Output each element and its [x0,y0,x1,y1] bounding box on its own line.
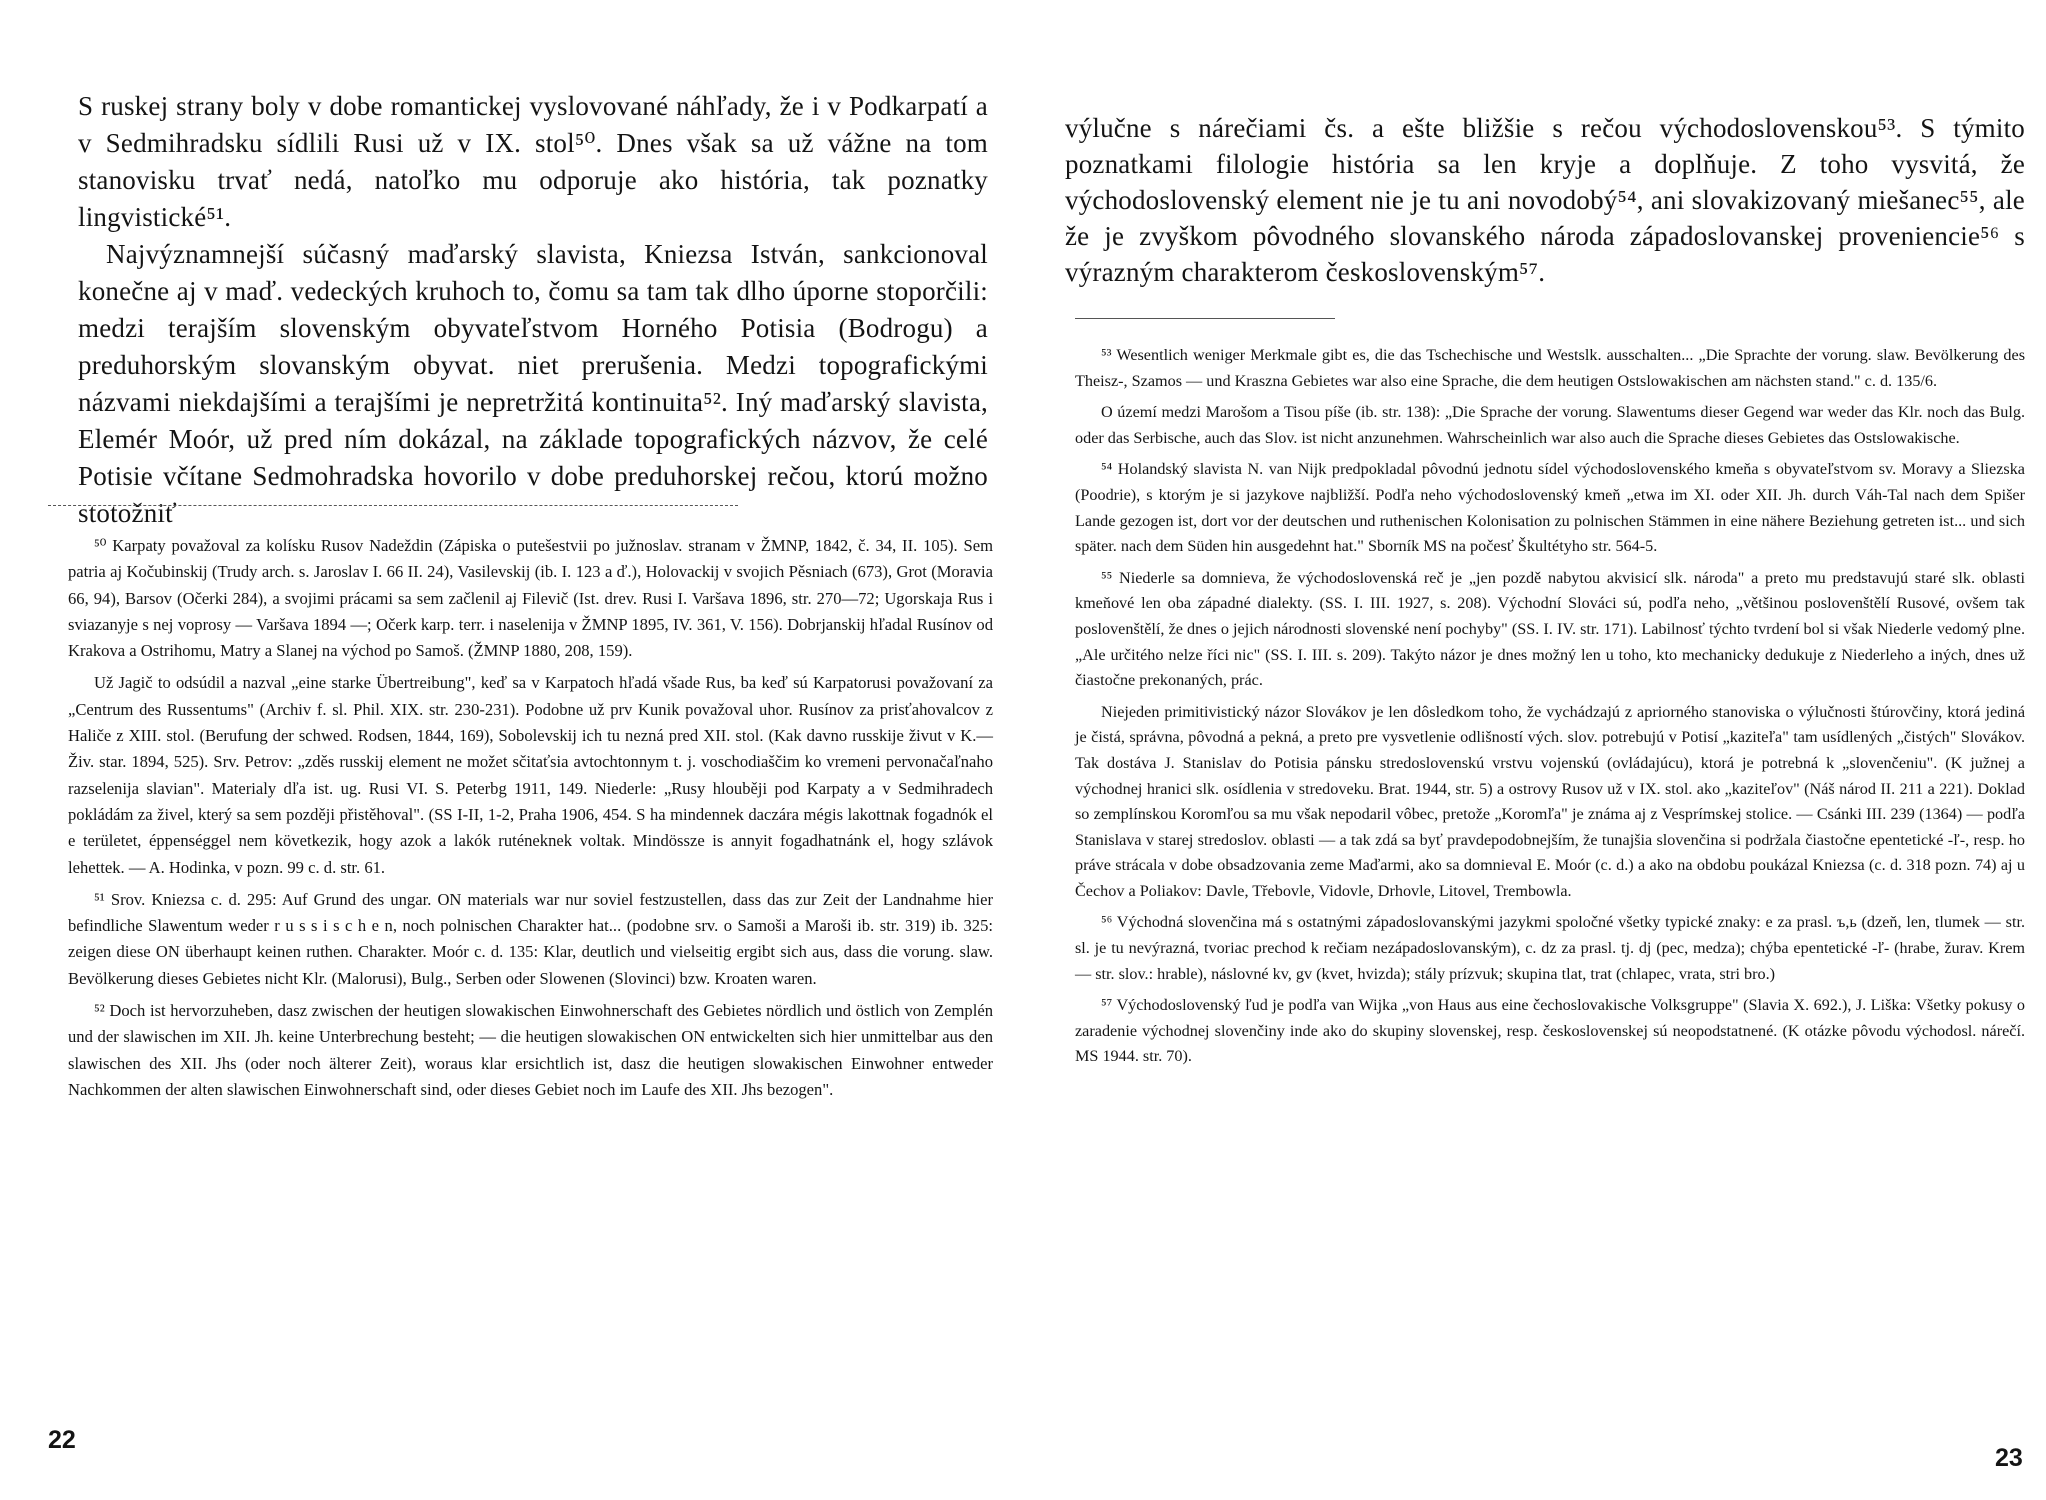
left-body-text [78,88,988,532]
footnote-56: ⁵⁶ Východná slovenčina má s ostatnými západoslovanskými jazykmi spoločné všetky typické znaky: e za prasl. ъ,ь (dzeň, len, tlumek — str. sl. je tu nevýrazná, tvoriac prechod k rečiam nezápadoslovanským), c. dz za prasl. tj. dj (pec, medza); chýba epentetické -ľ- (hrabe, žurav. Krem — str. slov.: hrable), náslovné kv, gv (kvet, hvizda); stály prízvuk; skupina tlat, trat (chlapec, vrata, stri bro.) [1075,913,2025,983]
right-paragraph-1: výlučne s nárečiami čs. a ešte bližšie s rečou východoslovenskou⁵³. S týmito poznatkami filologie história sa len kryje a doplňuje. Z toho vysvitá, že východoslovenský element nie je tu ani novodobý⁵⁴, ani slovakizovaný miešanec⁵⁵, ale že je zvyškom pôvodného slovanského národa západoslovanskej proveniencie⁵⁶ s výrazným charakterom československým⁵⁷. [1065,113,2025,287]
footnote-52: ⁵² Doch ist hervorzuheben, dasz zwischen der heutigen slowakischen Einwohnerschaft des Gebietes nördlich und östlich von Zemplén und der slawischen im XII. Jh. keine Unterbrechung besteht; — die heutigen slowakischen ON entwickelten sich hier unmittelbar aus den slawischen des XII. Jhs (oder noch älterer Zeit), woraus klar ersichtlich ist, dasz die heutigen slowakischen Einwohner entweder Nachkommen der alten slawischen Einwohnerschaft sind, oder dieses Gebiet noch im Laufe des XII. Jhs bezogen". [68,1001,993,1099]
right-body-text [1065,110,2025,290]
right-footnote-separator [1075,318,1335,319]
page-number-left: 22 [48,1426,76,1454]
page-number-right: 23 [1995,1444,2023,1472]
footnote-50-continued: Už Jagič to odsúdil a nazval „eine starke Übertreibung", keď sa v Karpatoch hľadá všade Rus, ba keď sú Karpatorusi považovaní za „Centrum des Russentums" (Archiv f. sl. Phil. XIX. str. 230-231). Podobne už prv Kunik považoval uhor. Rusínov za prisťahovalcov z Haliče z XIII. stol. (Berufung der schwed. Rodsen, 1844, 169), Sobolevskij ich tu nezná pred XII. stol. (Kak davno russkije živut v K.—Živ. star. 1894, 525). Srv. Petrov: „zděs russkij element ne možet sčitaťsia avtochtonnym t. j. voschodiaščim ko vremeni pervonačaľnaho razselenija slavian". Materialy dľa ist. ug. Rusi VI. S. Peterbg 1911, 149. Niederle: „Rusy hlouběji pod Karpaty a v Sedmihradech pokládám za živel, který sa sem později přistěhoval". (SS I-II, 1-2, Praha 1906, 454. S ha mindennek daczára mégis lakottnak fogadnók el e területet, éppenséggel nem következik, hogy azok a lakók ruténeknek voltak. Mindössze is annyit fogadhatnánk el, hogy szlávok lehettek. — A. Hodinka, v pozn. 99 c. d. str. 61. [68,673,993,877]
footnote-51: ⁵¹ Srov. Kniezsa c. d. 295: Auf Grund des ungar. ON materials war nur soviel festzustellen, dass das zur Zeit der Landnahme hier befindliche Slawentum weder r u s s i s c h e n, noch polnischen Charakter hat... (podobne srv. o Samoši a Maroši ib. str. 319) ib. 325: zeigen diese ON überhaupt keinen ruthen. Charakter. Moór c. d. 135: Klar, deutlich und vielseitig ergibt sich aus, dass die vorung. slaw. Bevölkerung dieses Gebietes nicht Klr. (Malorusi), Bulg., Serben oder Slowenen (Slovinci) bzw. Kroaten waren. [68,889,993,988]
footnote-54: ⁵⁴ Holandský slavista N. van Nijk predpokladal pôvodnú jednotu sídel východoslovenského kmeňa s obyvateľstvom sv. Moravy a Sliezska (Poodrie), s ktorým je si jazykove najbližší. Podľa neho východoslovenský kmeň „etwa im XI. oder XII. Jh. durch Váh-Tal nach dem Spišer Lande gezogen ist, dort vor der deutschen und ruthenischen Kolonisation zu polnischen Stämmen in eine nähere Beziehung getreten ist... und sich später. nach dem Süden hin ausgedehnt hat." Sborník MS na počesť Škultétyho str. 564-5. [1075,460,2025,556]
footnote-50: ⁵⁰ Karpaty považoval za kolísku Rusov Nadeždin (Zápiska o putešestvii po južnoslav. stranam v ŽMNP, 1842, č. 34, II. 105). Sem patria aj Kočubinskij (Trudy arch. s. Jaroslav I. 66 II. 24), Vasilevskij (ib. I. 123 a ď.), Holovackij v svojich Pěsniach (673), Grot (Moravia 66, 94), Barsov (Očerki 284), a svojimi prácami sa sem začlenil aj Filevič (Ist. drev. Rusi I. Varšava 1896, str. 270—72; Ugorskaja Rus i sviazanyje s nej voprosy — Varšava 1894 —; Očerk karp. terr. i naselenija v ŽMNP 1895, IV. 361, V. 156). Dobrjanskij hľadal Rusínov od Krakova a Ostrihomu, Matry a Slanej na východ po Samoš. (ŽMNP 1880, 208, 159). [68,536,993,661]
right-footnotes [1075,343,2025,1076]
left-paragraph-1: S ruskej strany boly v dobe romantickej vyslovované náhľady, že i v Podkarpatí a v Sedmihradsku sídlili Rusi už v IX. stol⁵⁰. Dnes však sa už vážne na tom stanovisku trvať nedá, natoľko mu odporuje ako história, tak poznatky lingvistické⁵¹. [78,91,988,232]
right-page [1023,0,2046,1500]
footnote-57: ⁵⁷ Východoslovenský ľud je podľa van Wijka „von Haus aus eine čechoslovakische Volksgruppe" (Slavia X. 692.), J. Liška: Všetky pokusy o zaradenie východnej slovenčiny inde ako do skupiny slovenskej, resp. československej sú neopodstatnené. (K otázke pôvodu východosl. nárečí. MS 1944. str. 70). [1075,996,2025,1066]
footnote-53-continued: O území medzi Marošom a Tisou píše (ib. str. 138): „Die Sprache der vorung. Slawentums dieser Gegend war weder das Klr. noch das Bulg. oder das Serbische, auch das Slov. ist nicht anzunehmen. Wahrscheinlich war also auch die Sprache dieses Gebietes das Ostslowakische. [1075,403,2025,447]
left-paragraph-2: Najvýznamnejší súčasný maďarský slavista, Kniezsa István, sankcionoval konečne aj v maď. vedeckých kruhoch to, čomu sa tam tak dlho úporne stoporčili: medzi terajším slovenským obyvateľstvom Horného Potisia (Bodrogu) a preduhorským slovanským obyvat. niet prerušenia. Medzi topografickými názvami niekdajšími a terajšími je nepretržitá kontinuita⁵². Iný maďarský slavista, Elemér Moór, už pred ním dokázal, na základe topografických názvov, že celé Potisie včítane Sedmohradska hovorilo v dobe preduhorskej rečou, ktorú možno stotožniť [78,239,988,528]
footnote-55-continued: Niejeden primitivistický názor Slovákov je len dôsledkom toho, že vychádzajú z apriorného stanoviska o výlučnosti štúrovčiny, ktorá jediná je čistá, správna, pôvodná a pekná, a preto pre vysvetlenie odlišností vých. slov. potrebujú v Potisí „kaziteľa" tam usídlených „čistých" Slovákov. Tak dostáva J. Stanislav do Potisia pánsku stredoslovenskú vrstvu vojenskú (ovládajúcu), ktorá je potrebná k „slovenčeniu". (K južnej a východnej hranici slk. osídlenia v stredoveku. Brat. 1944, str. 5) a ostrovy Rusov už v IX. stol. ako „kaziteľov" (Náš národ II. 211 a 221). Doklad so zemplínskou Koromľou sa mu však nepodaril vôbec, pretože „Koromľa" je známa aj z Vesprímskej stolice. — Csánki III. 239 (1364) — podľa Stanislava v starej stredoslov. oblasti — a tak zdá sa byť pravdepodobnejším, že tunajšia slovenčina si podržala čiastočne epentetické -ľ-, resp. ho práve strácala v dobe obsadzovania zeme Maďarmi, ako sa domnieval E. Moór (c. d.) a ako na obdobu poukázal Kniezsa (c. d. 318 pozn. 74) aj u Čechov a Poliakov: Davle, Třebovle, Vidovle, Drhovle, Litovel, Trembowla. [1075,702,2025,900]
footnote-53: ⁵³ Wesentlich weniger Merkmale gibt es, die das Tschechische und Westslk. ausschalten... „Die Sprachte der vorung. slaw. Bevölkerung des Theisz-, Szamos — und Kraszna Gebietes war also eine Sprache, die dem heutigen Ostslowakischen am nächsten stand." c. d. 135/6. [1075,346,2025,390]
left-footnotes [68,533,993,1109]
footnote-55: ⁵⁵ Niederle sa domnieva, že východoslovenská reč je „jen pozdě nabytou akvisicí slk. národa" a preto mu predstavujú staré slk. oblasti kmeňové len oba západné dialekty. (SS. I. III. 1927, s. 208). Východní Slováci sú, podľa neho, „většinou poslovenštělí Rusové, ovšem tak poslovenštělí, že dnes o jejich národnosti slovenské není pochyby" (SS. I. IV. str. 171). Labilnosť týchto tvrdení bol si však Niederle vedomý plne. „Ale určitého nelze říci nic" (SS. I. III. s. 209). Takýto názor je dnes možný len u toho, kto mechanicky dedukuje z Niederleho a iných, dnes už čiastočne prekonaných, prác. [1075,568,2025,690]
left-footnote-separator [48,505,738,506]
